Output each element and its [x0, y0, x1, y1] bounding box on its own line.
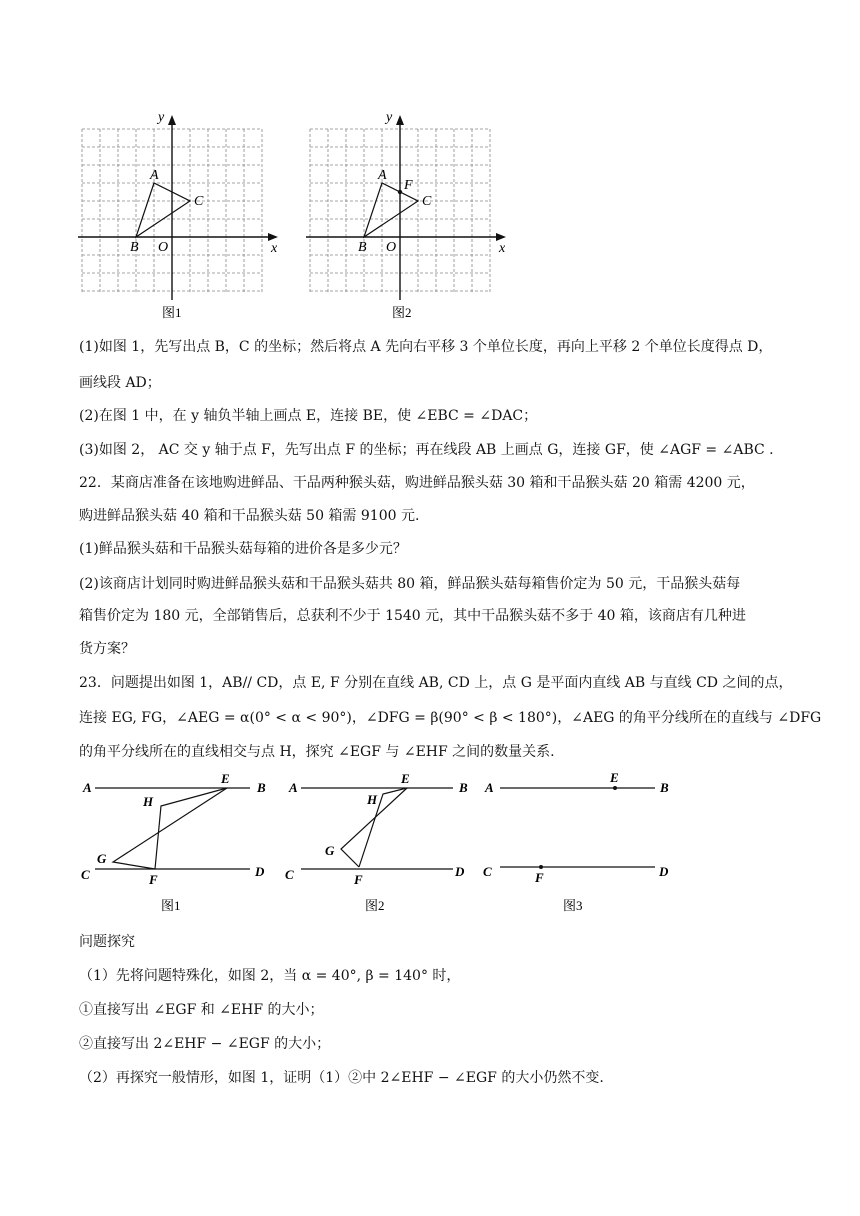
label-f: F: [149, 872, 158, 887]
point-b-label: B: [358, 240, 367, 255]
x-axis-arrow: [496, 233, 506, 241]
label-h: H: [367, 792, 378, 807]
point-b-label: B: [130, 240, 139, 255]
label-f: F: [354, 872, 363, 887]
x-label: x: [499, 241, 506, 256]
q23-figures-svg: [75, 770, 685, 920]
q23-figure-2: [285, 771, 468, 913]
q23-stem-line1: 23．问题提出如图 1，AB// CD，点 E, F 分别在直线 AB, CD 上，点 G 是平面内直线 AB 与直线 CD 之间的点，: [79, 675, 793, 691]
label-d: D: [659, 864, 669, 879]
q21-part3: (3)如图 2， AC 交 y 轴于点 F，先写出点 F 的坐标；再在线段 AB 上画点 G，连接 GF，使 ∠AGF = ∠ABC .: [79, 442, 774, 458]
label-f: F: [535, 870, 544, 885]
coordinate-figure-2-svg: [298, 105, 518, 325]
triangle-abc: [136, 183, 190, 237]
segments-eh-hf: [155, 788, 227, 869]
coordinate-figure-1-svg: [70, 105, 290, 325]
label-d: D: [455, 864, 465, 879]
label-a: A: [289, 780, 298, 795]
point-f-dot: [398, 190, 402, 194]
label-b: B: [257, 780, 266, 795]
origin-label: O: [158, 240, 169, 255]
q23-figure-3: [483, 770, 669, 913]
label-c: C: [81, 867, 90, 882]
label-b: B: [459, 780, 468, 795]
q23-part1-i: ①直接写出 ∠EGF 和 ∠EHF 的大小；: [79, 1002, 324, 1018]
point-a-label: A: [150, 168, 159, 183]
label-b: B: [660, 780, 669, 795]
q22-part1: (1)鲜品猴头菇和干品猴头菇每箱的进价各是多少元？: [79, 541, 407, 557]
label-c: C: [285, 867, 294, 882]
x-axis-arrow: [268, 233, 278, 241]
y-label: y: [386, 110, 393, 125]
point-f-label: F: [404, 178, 413, 193]
label-g: G: [325, 843, 335, 858]
caption: 图2: [365, 898, 385, 913]
label-a: A: [485, 780, 494, 795]
q23-part2: （2）再探究一般情形，如图 1，证明（1）②中 2∠EHF − ∠EGF 的大小仍然不变.: [79, 1070, 604, 1086]
label-e: E: [221, 771, 230, 786]
label-c: C: [483, 864, 492, 879]
label-a: A: [83, 780, 92, 795]
origin-label: O: [386, 240, 397, 255]
q23-part1: （1）先将问题特殊化，如图 2，当 α = 40°, β = 140° 时，: [79, 968, 461, 984]
q21-part1-line1: (1)如图 1，先写出点 B，C 的坐标；然后将点 A 先向右平移 3 个单位长度，再向上平移 2 个单位长度得点 D，: [79, 339, 773, 355]
q21-part2: (2)在图 1 中，在 y 轴负半轴上画点 E，连接 BE，使 ∠EBC = ∠DAC；: [79, 408, 538, 424]
label-e: E: [610, 770, 619, 785]
y-axis-arrow: [396, 115, 404, 125]
point-f: [539, 865, 543, 869]
q22-part2-line3: 货方案？: [79, 641, 135, 657]
label-h: H: [143, 794, 154, 809]
caption: 图1: [161, 898, 181, 913]
q21-part1-line2: 画线段 AD；: [79, 375, 161, 391]
q22-stem-line1: 22．某商店准备在该地购进鲜品、干品两种猴头菇，购进鲜品猴头菇 30 箱和干品猴头菇 20 箱需 4200 元，: [79, 475, 755, 491]
point-e: [613, 786, 617, 790]
q23-part1-ii: ②直接写出 2∠EHF − ∠EGF 的大小；: [79, 1036, 331, 1052]
q23-stem-line3: 的角平分线所在的直线相交与点 H，探究 ∠EGF 与 ∠EHF 之间的数量关系.: [79, 744, 555, 760]
point-c-label: C: [422, 194, 432, 209]
coordinate-figure-1: [70, 105, 290, 325]
label-g: G: [97, 851, 107, 866]
figure-2-caption: 图2: [392, 305, 412, 320]
y-label: y: [158, 110, 165, 125]
q23-figure-1: [81, 771, 266, 913]
q22-part2-line2: 箱售价定为 180 元，全部销售后，总获利不少于 1540 元，其中干品猴头菇不多于 40 箱，该商店有几种进: [79, 608, 746, 624]
point-a-label: A: [378, 168, 387, 183]
q23-stem-line2: 连接 EG, FG，∠AEG = α(0° < α < 90°)，∠DFG = β(90° < β < 180°)，∠AEG 的角平分线所在的直线与 ∠DFG: [79, 710, 822, 726]
y-axis-arrow: [168, 115, 176, 125]
caption: 图3: [563, 898, 583, 913]
x-label: x: [271, 241, 278, 256]
label-d: D: [255, 864, 265, 879]
point-c-label: C: [194, 194, 204, 209]
q22-part2-line1: (2)该商店计划同时购进鲜品猴头菇和干品猴头菇共 80 箱，鲜品猴头菇每箱售价定为 50 元，干品猴头菇每: [79, 576, 741, 592]
q22-stem-line2: 购进鲜品猴头菇 40 箱和干品猴头菇 50 箱需 9100 元.: [79, 508, 420, 524]
q23-heading: 问题探究: [79, 934, 135, 950]
q23-figures: [75, 770, 685, 920]
label-e: E: [401, 771, 410, 786]
figure-1-caption: 图1: [162, 305, 182, 320]
segments-eg-gf: [113, 788, 227, 869]
coordinate-figure-2: [298, 105, 518, 325]
